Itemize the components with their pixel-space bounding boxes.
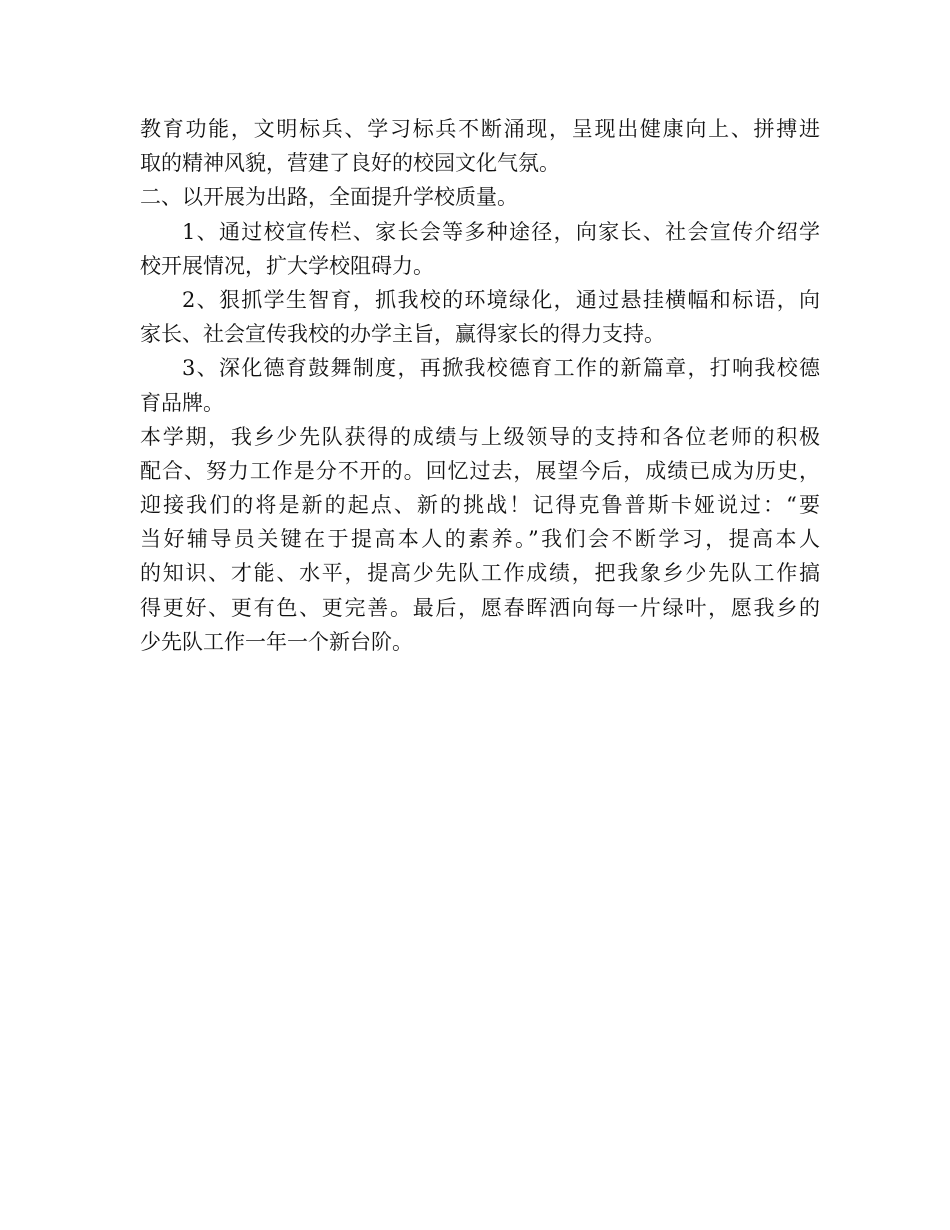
list-item-3-line: 育品牌。 [140,390,224,415]
list-item-1-line: 校开展情况，扩大学校阻碍力。 [140,253,434,278]
list-item-2-line: 2、狠抓学生智育，抓我校的环境绿化，通过悬挂横幅和标语，向 [182,287,820,312]
conclusion-line: 迎接我们的将是新的起点、新的挑战！记得克鲁普斯卡娅说过：“要 [140,493,820,518]
conclusion-line: 的知识、才能、水平，提高少先队工作成绩，把我象乡少先队工作搞 [140,561,820,586]
conclusion-line: 本学期，我乡少先队获得的成绩与上级领导的支持和各位老师的积极 [140,424,820,449]
conclusion-line: 少先队工作一年一个新台阶。 [140,629,413,654]
section-heading: 二、以开展为出路，全面提升学校质量。 [140,185,518,210]
text-line: 取的精神风貌，营建了良好的校园文化气氛。 [140,151,560,176]
document-body [140,112,820,659]
text-line: 教育功能，文明标兵、学习标兵不断涌现，呈现出健康向上、拼搏进 [140,117,820,141]
conclusion-line: 配合、努力工作是分不开的。回忆过去，展望今后，成绩已成为历史， [140,458,820,483]
list-item-3-line: 3、深化德育鼓舞制度，再掀我校德育工作的新篇章，打响我校德 [182,356,820,381]
list-item-1-line: 1、通过校宣传栏、家长会等多种途径，向家长、社会宣传介绍学 [182,219,820,244]
conclusion-line: 得更好、更有色、更完善。最后，愿春晖洒向每一片绿叶，愿我乡的 [140,595,820,620]
conclusion-line: 当好辅导员关键在于提高本人的素养。”我们会不断学习，提高本人 [140,527,820,552]
list-item-2-line: 家长、社会宣传我校的办学主旨，赢得家长的得力支持。 [140,322,665,347]
